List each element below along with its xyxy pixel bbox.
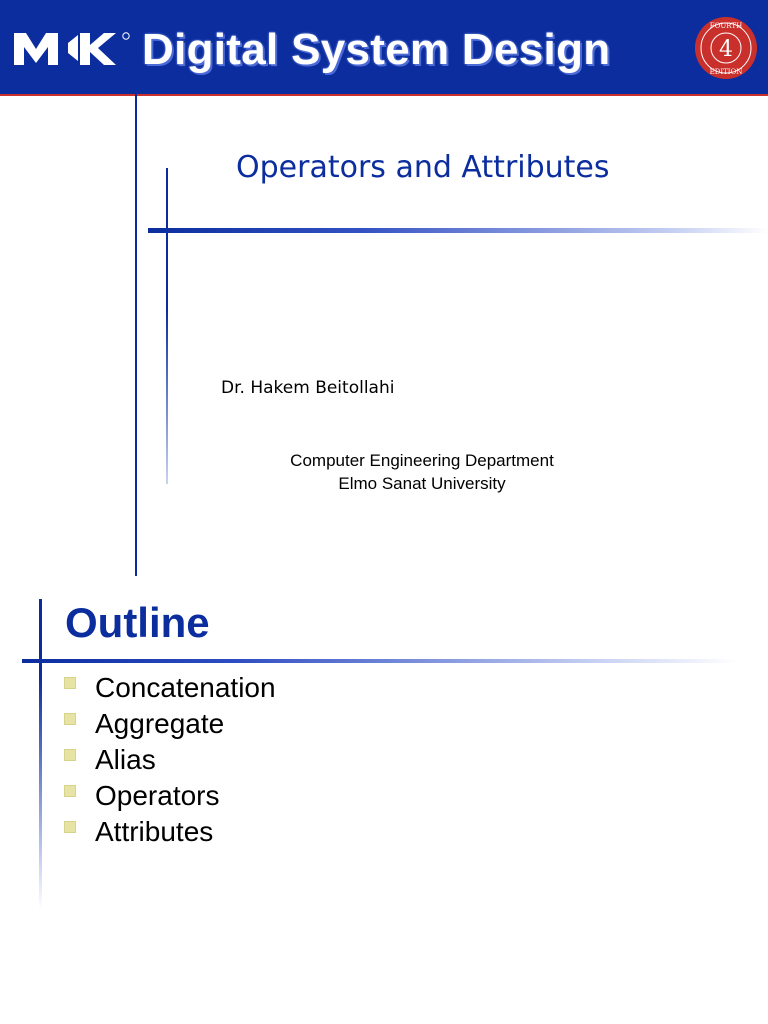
outline-slide [0, 590, 768, 1024]
square-bullet-icon [64, 749, 76, 761]
list-item [64, 742, 276, 778]
list-item-text: Attributes [95, 816, 214, 847]
outline-vertical-rule [39, 599, 42, 909]
outline-list [64, 670, 276, 850]
square-bullet-icon [64, 713, 76, 725]
list-item [64, 778, 276, 814]
list-item [64, 706, 276, 742]
publisher-logo [12, 31, 132, 67]
square-bullet-icon [64, 677, 76, 689]
list-item [64, 814, 276, 850]
outline-underline [22, 659, 738, 663]
list-item-text: Operators [95, 780, 220, 811]
svg-text:FOURTH: FOURTH [709, 22, 743, 30]
book-title: Digital System Design [142, 25, 611, 74]
svg-text:EDITION: EDITION [709, 68, 743, 76]
header-banner [0, 0, 768, 94]
title-underline [148, 228, 768, 233]
square-bullet-icon [64, 785, 76, 797]
list-item-text: Concatenation [95, 672, 276, 703]
vertical-rule-outer [135, 62, 137, 576]
svg-text:4: 4 [719, 37, 733, 62]
square-bullet-icon [64, 821, 76, 833]
outline-title: Outline [65, 599, 210, 646]
list-item-text: Aggregate [95, 708, 225, 739]
edition-seal [694, 16, 758, 80]
list-item [64, 670, 276, 706]
department-name: Computer Engineering Department [290, 451, 554, 470]
vertical-rule-inner [166, 168, 168, 484]
author-name: Dr. Hakem Beitollahi [221, 378, 395, 398]
university-name: Elmo Sanat University [338, 474, 506, 493]
affiliation [222, 449, 622, 495]
list-item-text: Alias [95, 744, 156, 775]
banner-red-rule [0, 94, 768, 96]
slide-title: Operators and Attributes [236, 150, 610, 185]
